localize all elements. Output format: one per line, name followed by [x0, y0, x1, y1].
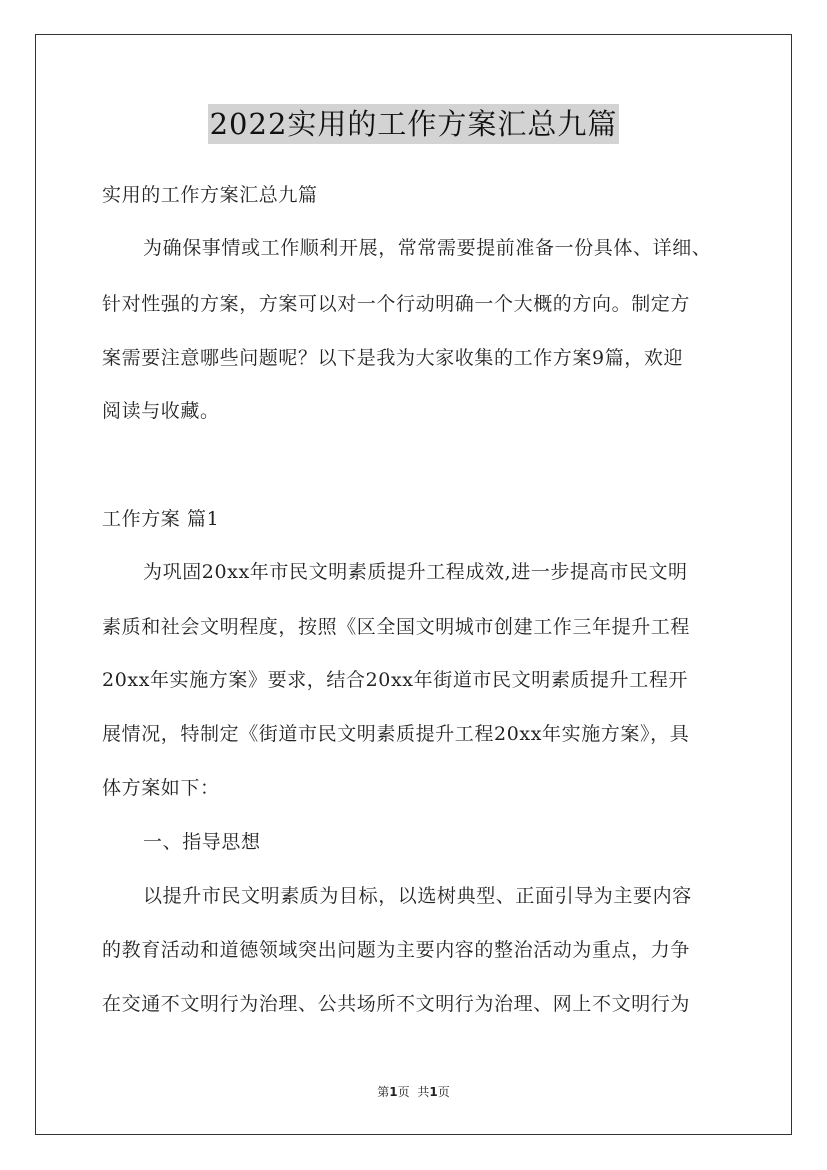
- page-footer: [0, 1083, 827, 1100]
- intro-line: 案需要注意哪些问题呢？以下是我为大家收集的工作方案9篇，欢迎: [102, 347, 684, 369]
- paragraph-line: 展情况，特制定《街道市民文明素质提升工程20xx年实施方案》，具: [102, 723, 690, 745]
- paragraph-line: 体方案如下：: [102, 777, 220, 799]
- paragraph-line: 素质和社会文明程度，按照《区全国文明城市创建工作三年提升工程: [102, 616, 691, 638]
- total-pages: 1: [429, 1085, 438, 1099]
- document-title: 2022实用的工作方案汇总九篇: [208, 104, 620, 144]
- section-heading: 工作方案 篇1: [102, 508, 220, 530]
- paragraph-line: 20xx年实施方案》要求，结合20xx年街道市民文明素质提升工程开: [102, 669, 689, 691]
- title-wrapper: [0, 104, 827, 144]
- total-prefix: 共: [417, 1085, 430, 1099]
- paragraph-line: 为巩固20xx年市民文明素质提升工程成效,进一步提高市民文明: [143, 561, 688, 583]
- page-number: 1: [389, 1085, 398, 1099]
- total-suffix: 页: [437, 1085, 450, 1099]
- item-heading: 一、指导思想: [143, 831, 261, 853]
- document-subtitle: 实用的工作方案汇总九篇: [102, 184, 318, 206]
- page-prefix: 第: [377, 1085, 390, 1099]
- paragraph-line: 的教育活动和道德领域突出问题为主要内容的整治活动为重点，力争: [102, 939, 691, 961]
- intro-line: 针对性强的方案，方案可以对一个行动明确一个大概的方向。制定方: [102, 293, 691, 315]
- page-suffix: 页: [397, 1085, 410, 1099]
- intro-line: 阅读与收藏。: [102, 400, 220, 422]
- paragraph-line: 在交通不文明行为治理、公共场所不文明行为治理、网上不文明行为: [102, 993, 691, 1015]
- intro-line: 为确保事情或工作顺利开展，常常需要提前准备一份具体、详细、: [143, 237, 712, 259]
- paragraph-line: 以提升市民文明素质为目标，以选树典型、正面引导为主要内容: [143, 885, 692, 907]
